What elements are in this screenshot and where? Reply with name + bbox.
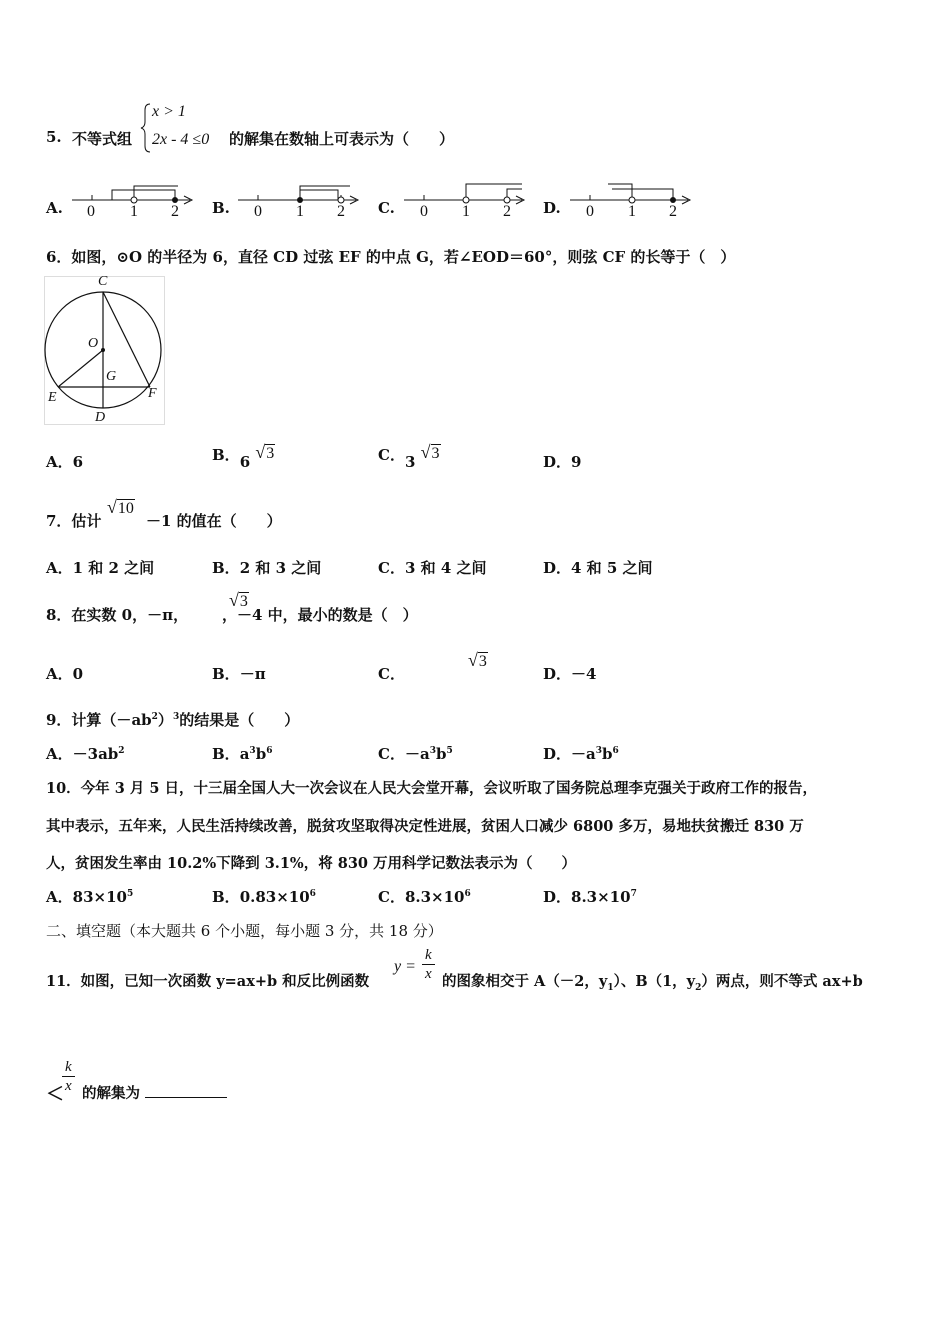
- q10-option-d-base: 8.3×10: [571, 888, 631, 906]
- q11-fraction-k: k: [422, 946, 435, 965]
- q11-suffix: [442, 970, 863, 993]
- q8-sqrt: √3: [228, 590, 248, 610]
- q5-option-b-label: B.: [212, 199, 230, 217]
- q6-option-c-sqrt: √3: [420, 442, 440, 462]
- q9-option-c-e2: 5: [446, 746, 453, 756]
- q8-option-c-label: C．: [378, 665, 405, 683]
- q9-option-d-b: b: [602, 745, 613, 763]
- q5-d-tick-1: 1: [628, 203, 636, 220]
- q5-c-tick-2: 2: [503, 203, 511, 220]
- q6-option-c-coef: 3: [404, 453, 416, 471]
- q7-option-a-value: 1 和 2 之间: [72, 559, 155, 577]
- q6-label-e: E: [48, 390, 57, 405]
- q11-answer-prefix: 的解集为: [82, 1085, 140, 1102]
- q11-suffix-c: ）两点，则不等式 ax+b: [701, 973, 863, 990]
- q8-option-b-label: B．: [212, 665, 240, 683]
- q8-option-a-value: 0: [72, 665, 84, 683]
- q5-inequality-2: 2x - 4 ≤0: [152, 131, 210, 148]
- q6-option-d-value: 9: [571, 453, 582, 471]
- q9-option-b-b: b: [255, 745, 267, 763]
- q6-circle-figure: [44, 276, 166, 426]
- q6-option-c: [378, 442, 441, 471]
- q10-option-d-exp: 7: [630, 889, 637, 899]
- q11-fraction: [422, 946, 435, 983]
- q6-option-a: [46, 451, 83, 472]
- q7-option-a-label: A．: [46, 559, 73, 577]
- q9-option-b-label: B．: [212, 745, 240, 763]
- q5-number: 5.: [46, 128, 62, 146]
- q9-suffix: 的结果是（ ）: [179, 711, 300, 729]
- q11-prefix: 11．如图，已知一次函数 y=ax+b 和反比例函数: [46, 973, 370, 990]
- q9-option-b: [212, 743, 272, 764]
- q5-a-tick-0: 0: [87, 203, 95, 220]
- q6-option-a-value: 6: [72, 453, 84, 471]
- q9-option-c: [378, 743, 453, 764]
- q9-option-a: [46, 743, 125, 764]
- q6-option-d: [543, 451, 581, 472]
- q11-fraction-x: x: [425, 966, 432, 982]
- q5-prefix: 不等式组: [72, 130, 133, 148]
- q7-suffix: －1 的值在（ ）: [146, 512, 282, 530]
- q9-option-c-a: －a: [404, 745, 430, 763]
- q6-label-o: O: [88, 336, 99, 351]
- q9-option-a-label: A．: [46, 745, 73, 763]
- q11-less-than: ＜: [46, 1084, 64, 1105]
- q9-option-d-e1: 3: [595, 746, 603, 756]
- q10-option-b-exp: 6: [309, 889, 316, 899]
- q7-option-b: [212, 557, 321, 578]
- q9-option-c-label: C．: [378, 745, 405, 763]
- q7-sqrt: √10: [107, 497, 134, 517]
- q9-stem: [46, 709, 299, 730]
- q9-option-a-base: －3ab: [72, 745, 119, 763]
- q8-option-c-sqrt: √3: [467, 650, 487, 670]
- q8-option-b: [212, 663, 266, 684]
- q10-option-a-label: A．: [46, 888, 73, 906]
- q9-option-d-label: D．: [543, 745, 572, 763]
- q9-option-a-exp: 2: [118, 746, 125, 756]
- q11-suffix-a: 的图象相交于 A（－2，y: [442, 973, 608, 990]
- q8-option-d-value: －4: [571, 665, 597, 683]
- q7-option-d-label: D．: [543, 559, 572, 577]
- q5-d-tick-0: 0: [586, 203, 594, 220]
- q6-option-b-coef: 6: [239, 453, 251, 471]
- q6-option-c-label: C．: [378, 446, 405, 464]
- q11-suffix-b: ）、B（1，y: [613, 973, 696, 990]
- q9-option-c-b: b: [435, 745, 447, 763]
- q8-prefix: 8．在实数 0，－π，: [46, 606, 189, 624]
- q10-line-3: 人，贫困发生率由 10.2%下降到 3.1%，将 830 万用科学记数法表示为（ ）: [46, 855, 577, 872]
- q11-fraction-2-k: k: [62, 1058, 75, 1077]
- q6-label-c: C: [98, 274, 108, 289]
- q8-option-c-radicand: 3: [478, 653, 487, 670]
- q5-c-tick-0: 0: [420, 203, 428, 220]
- q7-prefix: 7．估计: [46, 512, 102, 530]
- q9-option-d-a: －a: [571, 745, 596, 763]
- q7-option-d-value: 4 和 5 之间: [571, 559, 653, 577]
- q11-answer: [82, 1082, 227, 1103]
- q6-option-b: [212, 442, 275, 471]
- q7-option-a: [46, 557, 154, 578]
- q9-prefix: 9．计算（－ab: [46, 711, 152, 729]
- section-2-title: 二、填空题（本大题共 6 个小题，每小题 3 分，共 18 分）: [46, 922, 443, 940]
- q10-option-d-label: D．: [543, 888, 572, 906]
- q8-radicand: 3: [239, 593, 248, 610]
- q8-option-d: [543, 663, 596, 684]
- q8-option-a: [46, 663, 83, 684]
- q9-sup2: 3: [172, 712, 180, 722]
- q6-option-a-label: A．: [46, 453, 73, 471]
- q11-answer-blank[interactable]: [145, 1083, 227, 1098]
- q6-label-d: D: [95, 410, 106, 425]
- q7-option-b-value: 2 和 3 之间: [239, 559, 322, 577]
- q7-option-c-value: 3 和 4 之间: [404, 559, 487, 577]
- q5-d-tick-2: 2: [669, 203, 677, 220]
- q9-option-d-e2: 6: [612, 746, 619, 756]
- q10-option-b: [212, 886, 316, 907]
- q6-option-c-radicand: 3: [431, 445, 440, 462]
- q10-line-2: 其中表示，五年来，人民生活持续改善，脱贫攻坚取得决定性进展，贫困人口减少 6800 多万，易地扶贫搬迁 830 万: [46, 818, 804, 835]
- q8-option-b-value: －π: [239, 665, 266, 683]
- q11-y-eq: y =: [394, 958, 416, 975]
- q7-option-b-label: B．: [212, 559, 240, 577]
- q6-option-d-label: D．: [543, 453, 572, 471]
- q6-option-b-label: B．: [212, 446, 240, 464]
- q6-label-f: F: [148, 386, 157, 401]
- q9-option-d: [543, 743, 619, 764]
- q10-option-c: [378, 886, 471, 907]
- q10-option-c-base: 8.3×10: [404, 888, 465, 906]
- q10-option-c-exp: 6: [464, 889, 471, 899]
- q5-b-tick-0: 0: [254, 203, 262, 220]
- q9-mid: ）: [157, 711, 173, 729]
- q10-line-1: 10．今年 3 月 5 日，十三届全国人大一次会议在人民大会堂开幕，会议听取了国务院总理李克强关于政府工作的报告，: [46, 780, 818, 797]
- q5-a-tick-1: 1: [130, 203, 138, 220]
- q8-option-c: [378, 663, 405, 684]
- q9-option-c-e1: 3: [429, 746, 436, 756]
- q10-option-b-label: B．: [212, 888, 240, 906]
- q8-option-a-label: A．: [46, 665, 73, 683]
- q10-option-a: [46, 886, 133, 907]
- q5-b-tick-1: 1: [296, 203, 304, 220]
- q5-option-a-label: A.: [46, 199, 63, 217]
- q5-option-c-label: C.: [378, 199, 395, 217]
- q5-inequality-1: x > 1: [152, 103, 186, 120]
- q5-suffix: 的解集在数轴上可表示为（ ）: [229, 130, 455, 148]
- q5-option-d-label: D.: [543, 199, 561, 217]
- q5-brace-icon: [140, 102, 152, 154]
- q7-option-c: [378, 557, 487, 578]
- q10-option-a-exp: 5: [126, 889, 134, 899]
- q6-label-g: G: [106, 369, 117, 384]
- q11-sub2: 2: [695, 982, 702, 993]
- q10-option-d: [543, 886, 637, 907]
- q9-option-b-e1: 3: [249, 746, 256, 756]
- q6-option-b-sqrt: √3: [255, 442, 275, 462]
- q5-c-tick-1: 1: [462, 203, 470, 220]
- q8-suffix: ，－4 中，最小的数是（ ）: [222, 606, 418, 624]
- q7-option-c-label: C．: [378, 559, 405, 577]
- q11-fraction-2: [62, 1058, 75, 1095]
- q11-sub1: 1: [607, 982, 614, 993]
- q7-radicand: 10: [117, 500, 134, 517]
- q5-b-tick-2: 2: [337, 203, 345, 220]
- q6-text: 6．如图，⊙O 的半径为 6，直径 CD 过弦 EF 的中点 G，若∠EOD＝60°，则弦 CF 的长等于（ ）: [46, 248, 736, 266]
- q11-fraction-2-x: x: [65, 1078, 72, 1094]
- q9-option-b-a: a: [239, 745, 250, 763]
- q10-option-c-label: C．: [378, 888, 405, 906]
- q7-option-d: [543, 557, 653, 578]
- q10-option-a-base: 83×10: [72, 888, 127, 906]
- q6-option-b-radicand: 3: [266, 445, 275, 462]
- q10-option-b-base: 0.83×10: [239, 888, 310, 906]
- q9-option-b-e2: 6: [266, 746, 273, 756]
- q9-sup1: 2: [151, 712, 158, 722]
- q5-a-tick-2: 2: [171, 203, 179, 220]
- q8-option-d-label: D．: [543, 665, 572, 683]
